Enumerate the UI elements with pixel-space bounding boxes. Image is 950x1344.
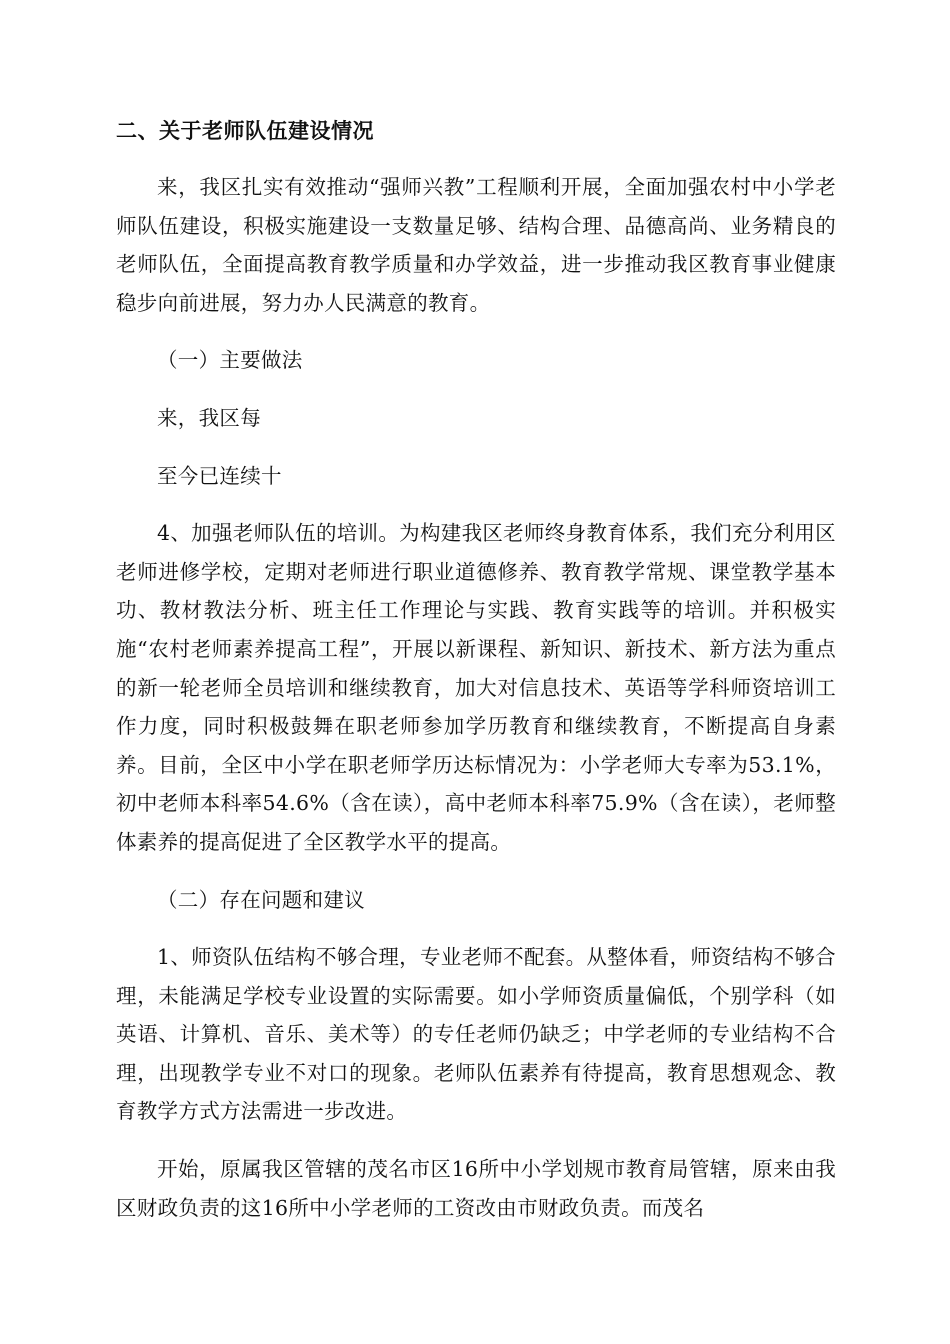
spacer (116, 495, 836, 514)
spacer (116, 380, 836, 399)
problem-paragraph: 1、师资队伍结构不够合理，专业老师不配套。从整体看，师资结构不够合理，未能满足学校专业设置的实际需要。如小学师资质量偏低，个别学科（如英语、计算机、音乐、美术等）的专任老师仍缺乏；中学老师的专业结构不合理，出现教学专业不对口的现象。老师队伍素养有待提高，教育思想观念、教育教学方式方法需进一步改进。 (116, 945, 836, 1124)
spacer (116, 919, 836, 938)
spacer (116, 862, 836, 881)
fragment-line-a: 来，我区每 (157, 405, 261, 430)
subheading-main-practices: （一）主要做法 (157, 348, 303, 373)
spacer (116, 438, 836, 457)
spacer (116, 322, 836, 341)
training-paragraph: 4、加强老师队伍的培训。为构建我区老师终身教育体系，我们充分利用区老师进修学校，定期对老师进行职业道德修养、教育教学常规、课堂教学基本功、教材教法分析、班主任工作理论与实践、教育实践等的培训。并积极实施“农村老师素养提高工程”，开展以新课程、新知识、新技术、新方法为重点的新一轮老师全员培训和继续教育，加大对信息技术、英语等学科师资培训工作力度，同时积极鼓舞在职老师参加学历教育和继续教育，不断提高自身素养。目前，全区中小学在职老师学历达标情况为：小学老师大专率为53.1%，初中老师本科率54.6%（含在读），高中老师本科率75.9%（含在读），老师整体素养的提高促进了全区教学水平的提高。 (116, 521, 836, 854)
fragment-line-b: 至今已连续十 (157, 463, 282, 488)
spacer (116, 1131, 836, 1150)
section-heading: 二、关于老师队伍建设情况 (116, 119, 374, 143)
document-body (116, 112, 836, 1227)
intro-paragraph: 来，我区扎实有效推动“强师兴教”工程顺利开展，全面加强农村中小学老师队伍建设，积极实施建设一支数量足够、结构合理、品德高尚、业务精良的老师队伍，全面提高教育教学质量和办学效益，进一步推动我区教育事业健康稳步向前进展，努力办人民满意的教育。 (116, 175, 836, 315)
transfer-paragraph: 开始，原属我区管辖的茂名市区16所中小学划规市教育局管辖，原来由我区财政负责的这16所中小学老师的工资改由市财政负责。而茂名 (116, 1157, 836, 1220)
spacer (116, 150, 836, 168)
subheading-problems: （二）存在问题和建议 (157, 887, 365, 912)
